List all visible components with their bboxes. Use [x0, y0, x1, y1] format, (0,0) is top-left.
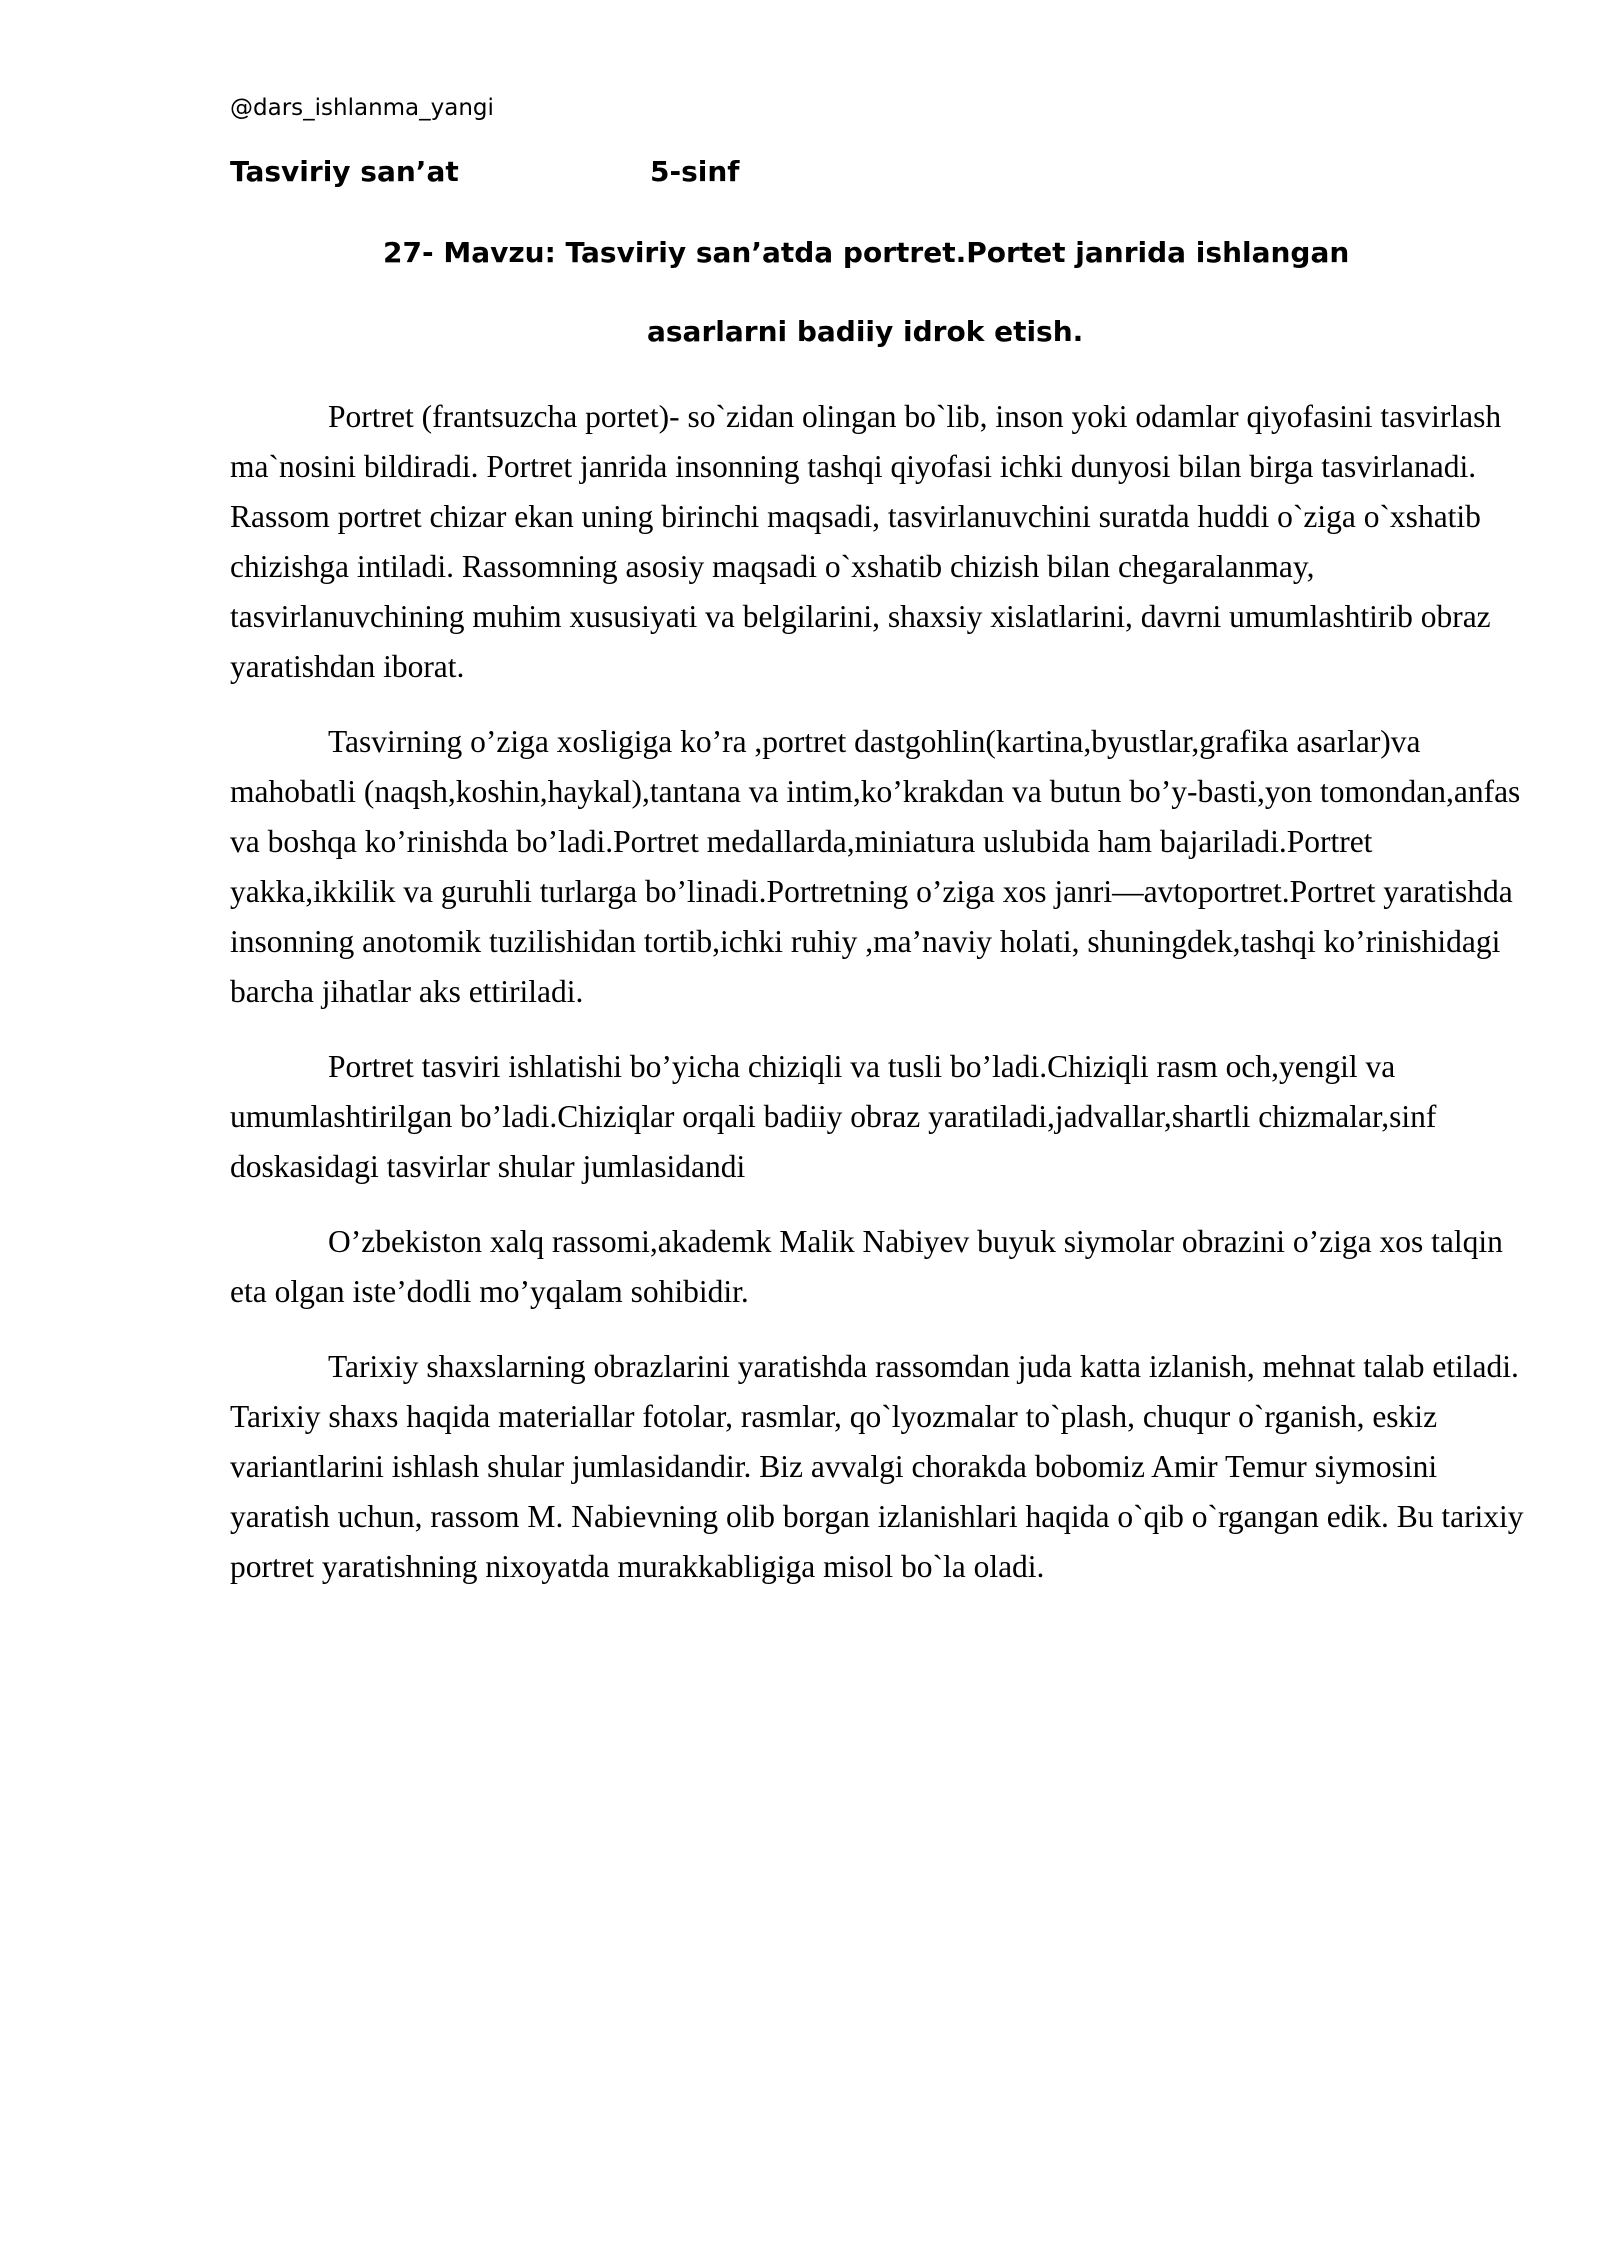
author-handle: @dars_ishlanma_yangi: [230, 95, 494, 121]
paragraph: Tarixiy shaxslarning obrazlarini yaratishda rassomdan juda katta izlanish, mehnat talab etiladi. Tarixiy shaxs haqida materiallar fotolar, rasmlar, qo`lyozmalar to`plash, chuqur o`rganish, eskiz variantlarini ishlash shular jumlasidandir. Biz avvalgi chorakda bobomiz Amir Temur siymosini yaratish uchun, rassom M. Nabievning olib borgan izlanishlari haqida o`qib o`rgangan edik. Bu tarixiy portret yaratishning nixoyatda murakkabligiga misol bo`la oladi.: [230, 1349, 1524, 1584]
lesson-title-line-1: 27- Mavzu: Tasviriy san’atda portret.Portet janrida ishlangan: [383, 236, 1350, 269]
lesson-title-line-2: asarlarni badiiy idrok etish.: [647, 315, 1084, 348]
document-body: [230, 392, 1535, 1617]
paragraph: Portret (frantsuzcha portet)- so`zidan olingan bo`lib, inson yoki odamlar qiyofasini tasvirlash ma`nosini bildiradi. Portret janrida insonning tashqi qiyofasi ichki dunyosi bilan birga tasvirlanadi. Rassom portret chizar ekan uning birinchi maqsadi, tasvirlanuvchini suratda huddi o`ziga o`xshatib chizishga intiladi. Rassomning asosiy maqsadi o`xshatib chizish bilan chegaralanmay, tasvirlanuvchining muhim xususiyati va belgilarini, shaxsiy xislatlarini, davrni umumlashtirib obraz yaratishdan iborat.: [230, 399, 1502, 684]
document-header: [230, 155, 740, 188]
subject-label: Tasviriy san’at: [230, 155, 459, 188]
grade-label: 5-sinf: [650, 155, 740, 188]
paragraph: O’zbekiston xalq rassomi,akademk Malik Nabiyev buyuk siymolar obrazini o’ziga xos talqin eta olgan iste’dodli mo’yqalam sohibidir.: [230, 1224, 1503, 1309]
paragraph: Portret tasviri ishlatishi bo’yicha chiziqli va tusli bo’ladi.Chiziqli rasm och,yengil va umumlashtirilgan bo’ladi.Chiziqlar orqali badiiy obraz yaratiladi,jadvallar,shartli chizmalar,sinf doskasidagi tasvirlar shular jumlasidandi: [230, 1049, 1437, 1184]
paragraph: Tasvirning o’ziga xosligiga ko’ra ,portret dastgohlin(kartina,byustlar,grafika asarlar)va mahobatli (naqsh,koshin,haykal),tantana va intim,ko’krakdan va butun bo’y-basti,yon tomondan,anfas va boshqa ko’rinishda bo’ladi.Portret medallarda,miniatura uslubida ham bajariladi.Portret yakka,ikkilik va guruhli turlarga bo’linadi.Portretning o’ziga xos janri—avtoportret.Portret yaratishda insonning anotomik tuzilishidan tortib,ichki ruhiy ,ma’naviy holati, shuningdek,tashqi ko’rinishidagi barcha jihatlar aks ettiriladi.: [230, 724, 1521, 1009]
